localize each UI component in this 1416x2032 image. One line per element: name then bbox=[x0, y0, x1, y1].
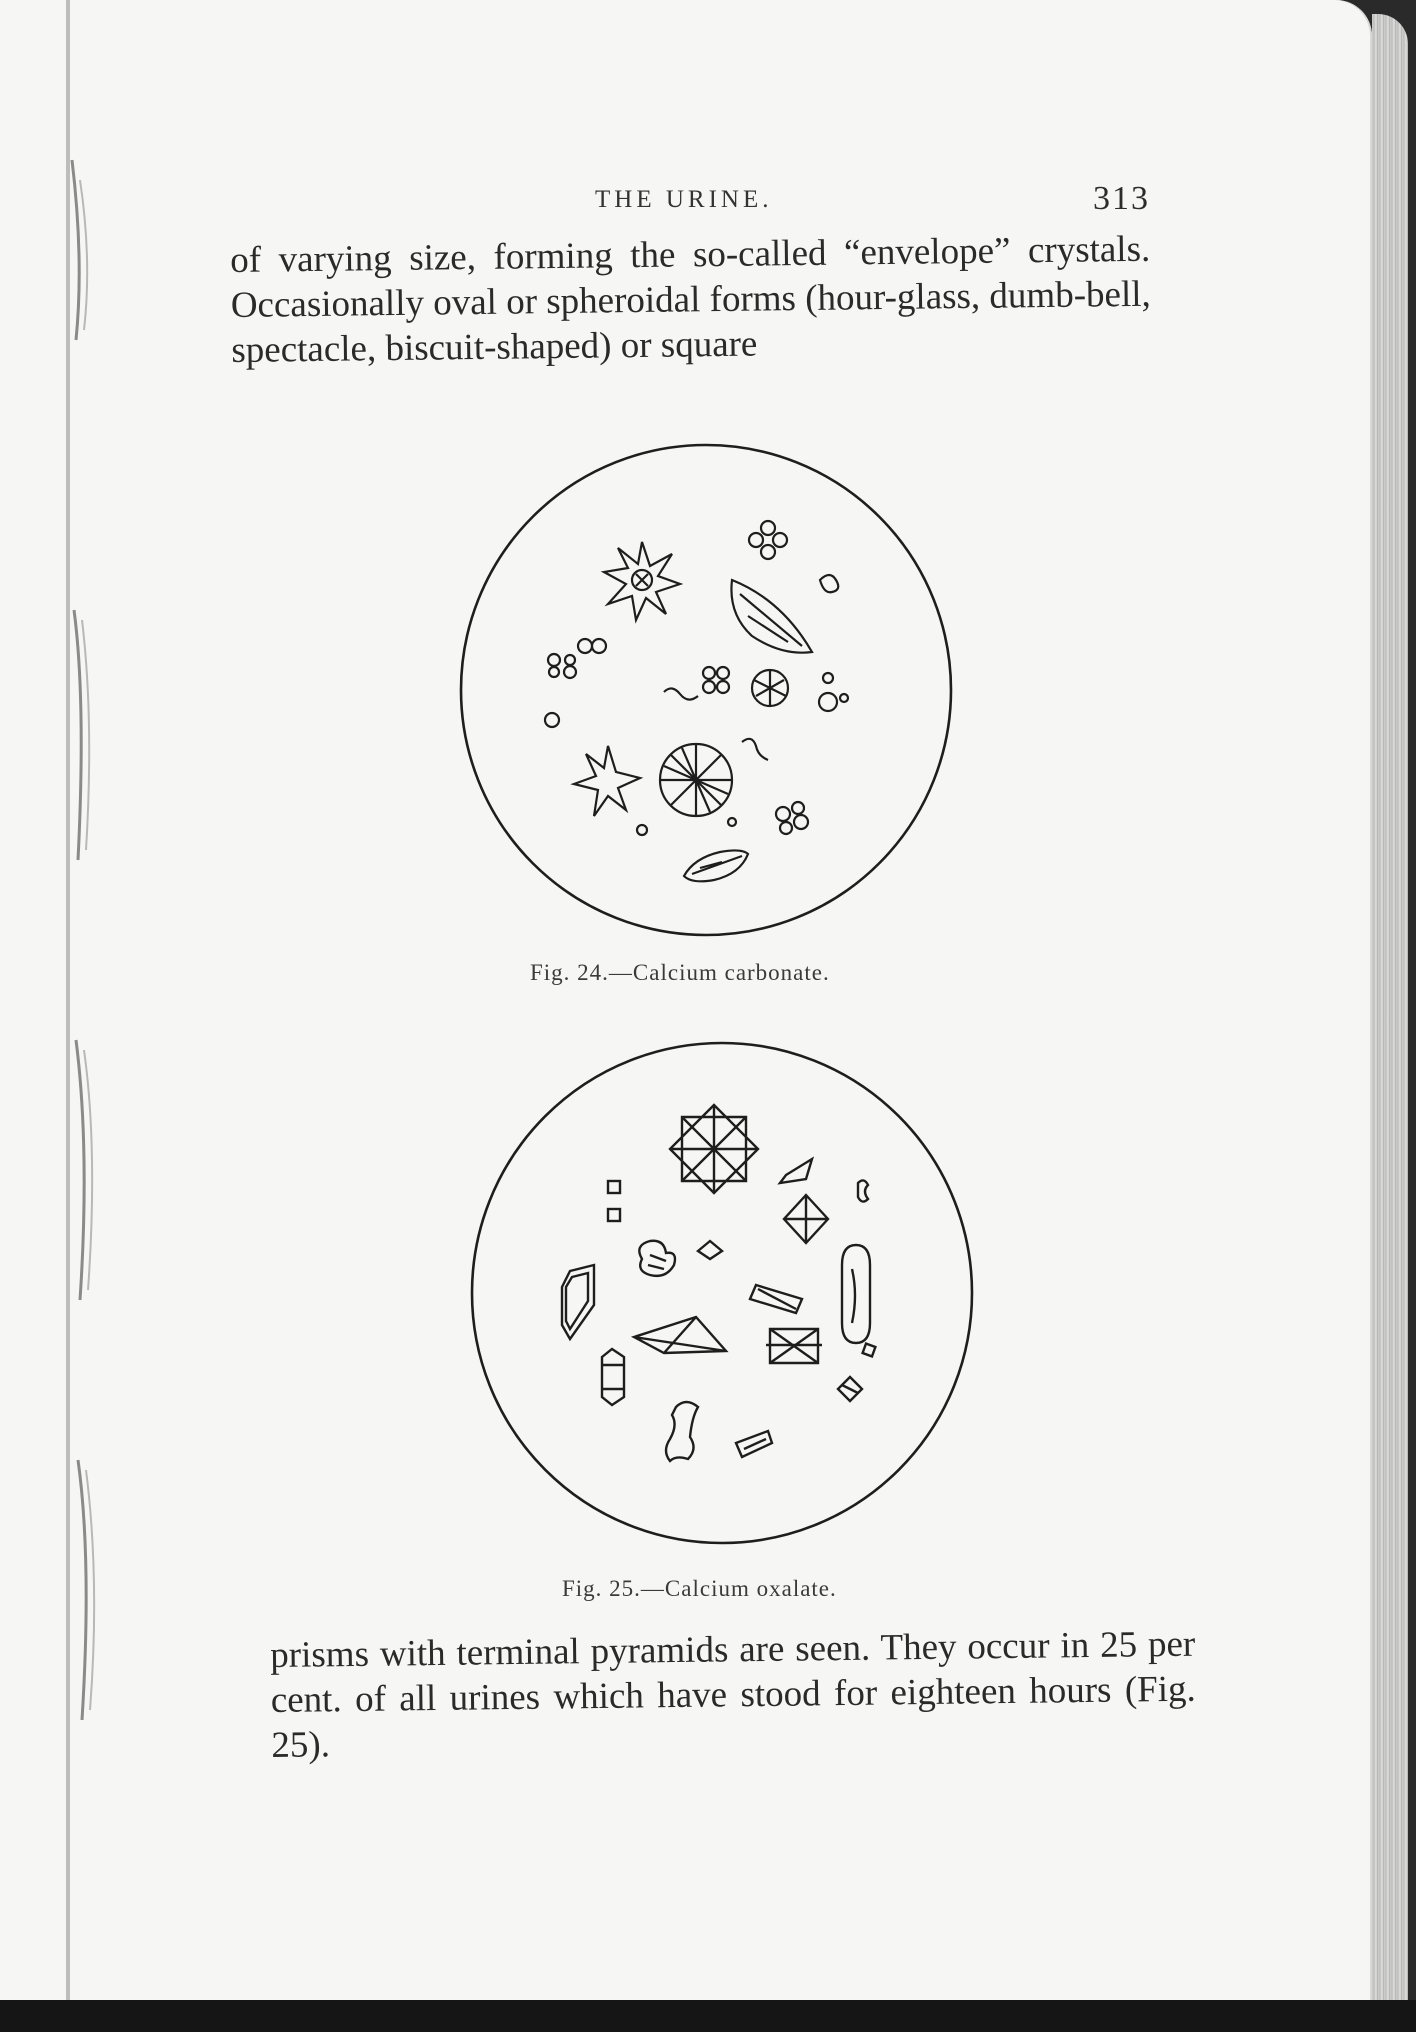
figure-calcium-carbonate bbox=[452, 430, 960, 950]
scan-bottom-strip bbox=[0, 2000, 1416, 2032]
page-stack-edge bbox=[1372, 14, 1408, 2000]
figure-24-caption: Fig. 24.—Calcium carbonate. bbox=[530, 960, 830, 985]
running-title: THE URINE. bbox=[595, 186, 773, 213]
paragraph-bottom: prisms with terminal pyramids are seen. They occur in 25 per cent. of all urines which have stood for eighteen hours (Fig. 25). bbox=[270, 1623, 1197, 1766]
paragraph-top: of varying size, forming the so-called “envelope” crystals. Occasionally oval or spheroidal forms (hour-glass, dumb-bell, spectacle, biscuit-shaped) or square bbox=[230, 228, 1152, 371]
page-number: 313 bbox=[1093, 180, 1150, 217]
calcium-oxalate-illustration bbox=[466, 1033, 978, 1553]
figure-25-caption: Fig. 25.—Calcium oxalate. bbox=[562, 1576, 837, 1601]
figure-calcium-oxalate bbox=[466, 1033, 978, 1553]
running-head bbox=[230, 180, 1150, 220]
calcium-carbonate-illustration bbox=[452, 430, 960, 950]
binding-gutter bbox=[0, 0, 110, 2000]
